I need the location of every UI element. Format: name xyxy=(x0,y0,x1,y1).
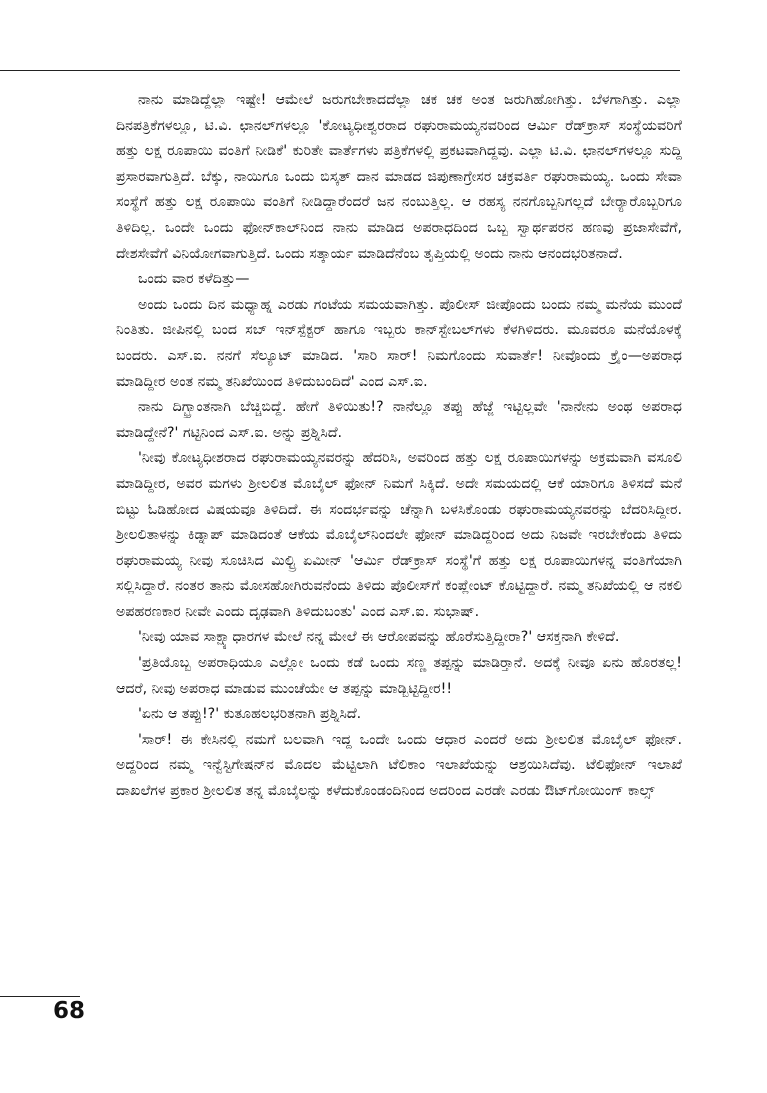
paragraph: 'ನೀವು ಯಾವ ಸಾಕ್ಷ್ಯಾಧಾರಗಳ ಮೇಲೆ ನನ್ನ ಮೇಲೆ ಈ ಆರೋಪವನ್ನು ಹೊರೆಸುತ್ತಿದ್ದೀರಾ?' ಆಸಕ್ತನಾಗಿ ಕೇಳಿದೆ. xyxy=(138,629,620,646)
paragraph: 'ನೀವು ಕೋಟ್ಯಧೀಶರಾದ ರಘುರಾಮಯ್ಯನವರನ್ನು ಹೆದರಿಸಿ, ಅವರಿಂದ ಹತ್ತು ಲಕ್ಷ ರೂಪಾಯಿಗಳನ್ನು ಅಕ್ರಮವಾಗಿ ವಸೂಲಿ ಮಾಡಿದ್ದೀರ, ಅವರ ಮಗಳು ಶ್ರೀಲಲಿತ ಮೊಬೈಲ್ ಫೋನ್ ನಿಮಗೆ ಸಿಕ್ಕಿದೆ. ಅದೇ ಸಮಯದಲ್ಲಿ ಆಕೆ ಯಾರಿಗೂ ತಿಳಿಸದೆ ಮನೆ ಬಿಟ್ಟು ಓಡಿಹೋದ ವಿಷಯವೂ ತಿಳಿದಿದೆ. ಈ ಸಂದರ್ಭವನ್ನು ಚೆನ್ನಾಗಿ ಬಳಸಿಕೊಂಡು ರಘುರಾಮಯ್ಯನವರನ್ನು ಬೆದರಿಸಿದ್ದೀರ. ಶ್ರೀಲಲಿತಾಳನ್ನು ಕಿಡ್ನಾಪ್ ಮಾಡಿದಂತೆ ಆಕೆಯ ಮೊಬೈಲ್‌ನಿಂದಲೇ ಫೋನ್ ಮಾಡಿದ್ದರಿಂದ ಅದು ನಿಜವೇ ಇರಬೇಕೆಂದು ತಿಳಿದು ರಘುರಾಮಯ್ಯ ನೀವು ಸೂಚಿಸಿದ ಮಿಲ್ಟ್ರಿ ಏಮೀನ್ 'ಆರ್ಮಿ ರೆಡ್‌ಕ್ರಾಸ್ ಸಂಸ್ಥೆ'ಗೆ ಹತ್ತು ಲಕ್ಷ ರೂಪಾಯಿಗಳನ್ನ ವಂತಿಗೆಯಾಗಿ ಸಲ್ಲಿಸಿದ್ದಾರೆ. ನಂತರ ತಾನು ಮೋಸಹೋಗಿರುವನೆಂದು ತಿಳಿದು ಪೊಲೀಸ್‌ಗೆ ಕಂಪ್ಲೇಂಟ್ ಕೊಟ್ಟಿದ್ದಾರೆ. ನಮ್ಮ ತನಿಖೆಯಲ್ಲಿ ಆ ನಕಲಿ ಅಪಹರಣಕಾರ ನೀವೇ ಎಂದು ದೃಢವಾಗಿ ತಿಳಿದುಬಂತು' ಎಂದ ಎಸ್.ಐ. ಸುಭಾಷ್. xyxy=(116,450,682,620)
paragraph: 'ಪ್ರತಿಯೊಬ್ಬ ಅಪರಾಧಿಯೂ ಎಲ್ಲೋ ಒಂದು ಕಡೆ ಒಂದು ಸಣ್ಣ ತಪ್ಪನ್ನು ಮಾಡಿರ್‍ತಾನೆ. ಅದಕ್ಕೆ ನೀವೂ ಏನು ಹೊರತಲ್ಲ! ಆದರೆ, ನೀವು ಅಪರಾಧ ಮಾಡುವ ಮುಂಚೆಯೇ ಆ ತಪ್ಪನ್ನು ಮಾಡ್ಬಿಟ್ಟಿದ್ದೀರ!! xyxy=(116,655,682,697)
paragraph: ನಾನು ಮಾಡಿದ್ದೆಲ್ಲಾ ಇಷ್ಟೇ! ಆಮೇಲೆ ಜರುಗಬೇಕಾದದೆಲ್ಲಾ ಚಕ ಚಕ ಅಂತ ಜರುಗಿಹೋಗಿತ್ತು. ಬೆಳಗಾಗಿತ್ತು. ಎಲ್ಲಾ ದಿನಪತ್ರಿಕೆಗಳಲ್ಲೂ, ಟಿ.ವಿ. ಛಾನಲ್‌ಗಳಲ್ಲೂ 'ಕೋಟ್ಯಧೀಶ್ವರರಾದ ರಘುರಾಮಯ್ಯನವರಿಂದ ಆರ್ಮಿ ರೆಡ್‌ಕ್ರಾಸ್ ಸಂಸ್ಥೆಯವರಿಗೆ ಹತ್ತು ಲಕ್ಷ ರೂಪಾಯಿ ವಂತಿಗೆ ನೀಡಿಕೆ' ಕುರಿತೇ ವಾರ್ತೆಗಳು ಪತ್ರಿಕೆಗಳಲ್ಲಿ ಪ್ರಕಟವಾಗಿದ್ದವು. ಎಲ್ಲಾ ಟಿ.ವಿ. ಛಾನಲ್‌ಗಳಲ್ಲೂ ಸುದ್ದಿ ಪ್ರಸಾರವಾಗುತ್ತಿದೆ. ಬೆಕ್ಕು, ನಾಯಿಗೂ ಒಂದು ಬಿಸ್ಕತ್ ದಾನ ಮಾಡದ ಜಿಪುಣಾಗ್ರೇಸರ ಚಕ್ರವರ್ತಿ ರಘುರಾಮಯ್ಯ. ಒಂದು ಸೇವಾ ಸಂಸ್ಥೆಗೆ ಹತ್ತು ಲಕ್ಷ ರೂಪಾಯಿ ವಂತಿಗೆ ನೀಡಿದ್ದಾರೆಂದರೆ ಜನ ನಂಬುತ್ತಿಲ್ಲ. ಆ ರಹಸ್ಯ ನನಗೊಬ್ಬನಿಗಲ್ಲದೆ ಬೇರ್‍ಯಾರೊಬ್ಬರಿಗೂ ತಿಳಿದಿಲ್ಲ. ಒಂದೇ ಒಂದು ಫೋನ್‌ಕಾಲ್‌ನಿಂದ ನಾನು ಮಾಡಿದ ಅಪರಾಧದಿಂದ ಒಬ್ಬ ಸ್ವಾರ್ಥಪರನ ಹಣವು ಪ್ರಜಾಸೇವೆಗೆ, ದೇಶಸೇವೆಗೆ ವಿನಿಯೋಗವಾಗುತ್ತಿದೆ. ಒಂದು ಸತ್ಕಾರ್ಯ ಮಾಡಿದೆನೆಂಬ ತೃಪ್ತಿಯಲ್ಲಿ ಅಂದು ನಾನು ಆನಂದಭರಿತನಾದೆ. xyxy=(116,92,682,262)
bottom-rule xyxy=(0,996,80,997)
page-number: 68 xyxy=(53,998,86,1024)
top-rule xyxy=(0,70,680,71)
paragraph: ಒಂದು ವಾರ ಕಳೆದಿತ್ತು— xyxy=(138,271,250,288)
paragraph: ನಾನು ದಿಗ್ಭ್ರಾಂತನಾಗಿ ಬೆಚ್ಚಿಬಿದ್ದೆ. ಹೇಗೆ ತಿಳಿಯಿತು!? ನಾನೆಲ್ಲೂ ತಪ್ಪು ಹೆಜ್ಜೆ ಇಟ್ಟಿಲ್ಲವೇ 'ನಾನೇನು ಅಂಥ ಅಪರಾಧ ಮಾಡಿದ್ದೇನೆ?' ಗಟ್ಟಿನಿಂದ ಎಸ್.ಐ. ಅನ್ನು ಪ್ರಶ್ನಿಸಿದೆ. xyxy=(116,399,682,441)
page-body xyxy=(116,88,682,805)
paragraph: ಅಂದು ಒಂದು ದಿನ ಮಧ್ಯಾಹ್ನ ಎರಡು ಗಂಟೆಯ ಸಮಯವಾಗಿತ್ತು. ಪೊಲೀಸ್ ಜೀಪೊಂದು ಬಂದು ನಮ್ಮ ಮನೆಯ ಮುಂದೆ ನಿಂತಿತು. ಜೀಪಿನಲ್ಲಿ ಬಂದ ಸಬ್ ಇನ್‌ಸ್ಪೆಕ್ಟರ್ ಹಾಗೂ ಇಬ್ಬರು ಕಾನ್‌ಸ್ಟೇಬಲ್‌ಗಳು ಕೆಳಗಿಳಿದರು. ಮೂವರೂ ಮನೆಯೊಳಕ್ಕೆ ಬಂದರು. ಎಸ್.ಐ. ನನಗೆ ಸೆಲ್ಯೂಟ್ ಮಾಡಿದ. 'ಸಾರಿ ಸಾರ್! ನಿಮಗೊಂದು ಸುವಾರ್ತೆ! ನೀವೊಂದು ಕ್ರೈಂ—ಅಪರಾಧ ಮಾಡಿದ್ದೀರ ಅಂತ ನಮ್ಮ ತನಿಖೆಯಿಂದ ತಿಳಿದುಬಂದಿದೆ' ಎಂದ ಎಸ್.ಐ. xyxy=(116,296,682,390)
paragraph: 'ಏನು ಆ ತಪ್ಪು!?' ಕುತೂಹಲಭರಿತನಾಗಿ ಪ್ರಶ್ನಿಸಿದೆ. xyxy=(138,706,362,723)
paragraph: 'ಸಾರ್! ಈ ಕೇಸಿನಲ್ಲಿ ನಮಗೆ ಬಲವಾಗಿ ಇದ್ದ ಒಂದೇ ಒಂದು ಆಧಾರ ಎಂದರೆ ಅದು ಶ್ರೀಲಲಿತ ಮೊಬೈಲ್ ಫೋನ್. ಅದ್ದರಿಂದ ನಮ್ಮ ಇನ್ವೆಸ್ಟಿಗೇಷನ್‌ನ ಮೊದಲ ಮೆಟ್ಟಿಲಾಗಿ ಟೆಲಿಕಾಂ ಇಲಾಖೆಯನ್ನು ಆಶ್ರಯಿಸಿದೆವು. ಟೆಲಿಫೋನ್ ಇಲಾಖೆ ದಾಖಲೆಗಳ ಪ್ರಕಾರ ಶ್ರೀಲಲಿತ ತನ್ನ ಮೊಬೈಲನ್ನು ಕಳೆದುಕೊಂಡಂದಿನಿಂದ ಅದರಿಂದ ಎರಡೇ ಎರಡು ಔಟ್‌ಗೋಯಿಂಗ್ ಕಾಲ್ಸ್ xyxy=(116,731,682,800)
